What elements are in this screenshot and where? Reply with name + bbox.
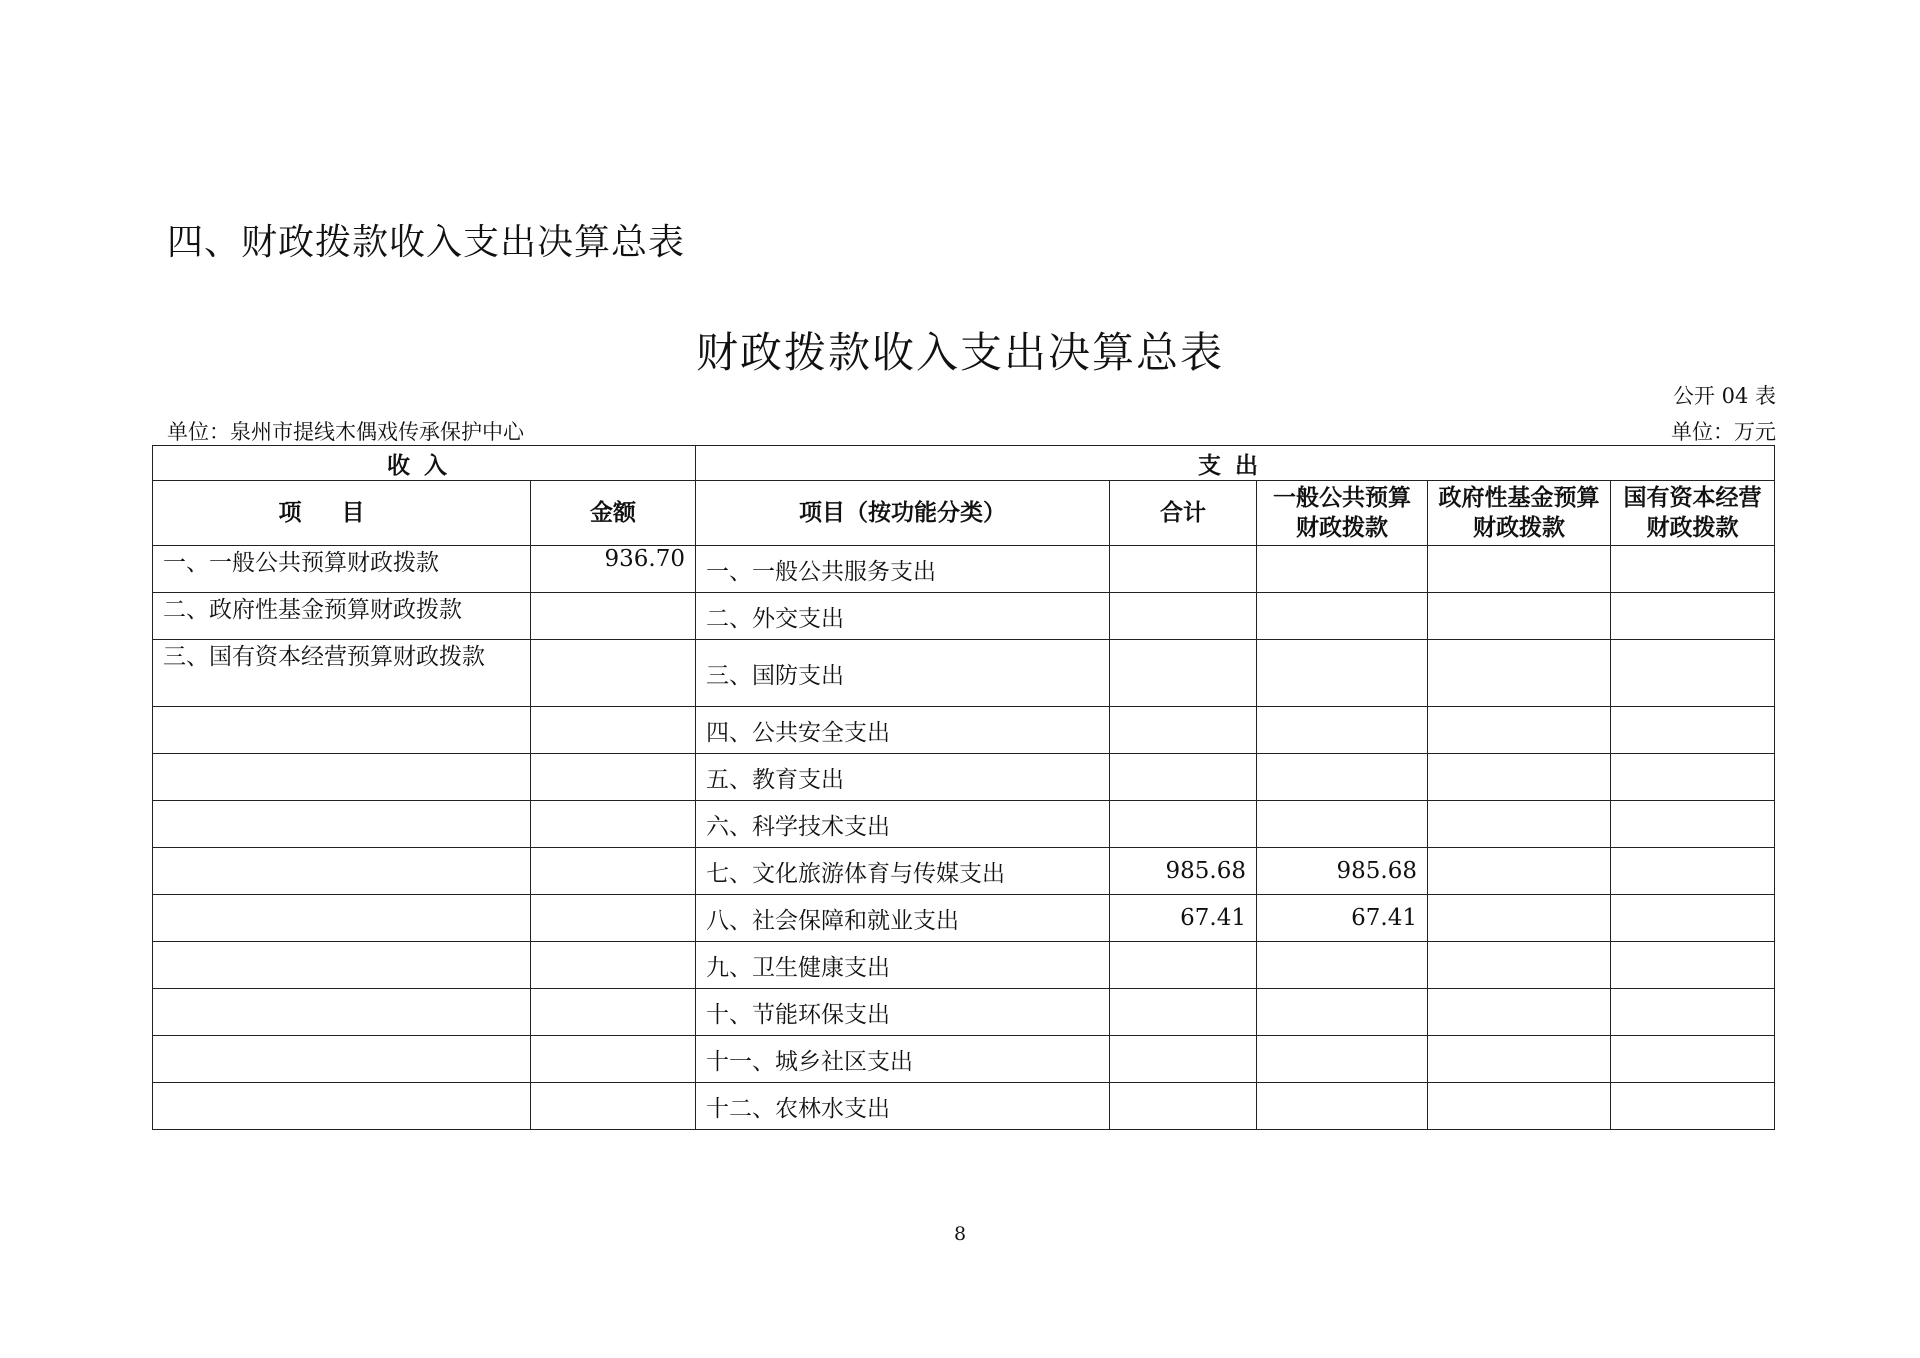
gov-fund-cell [1428, 989, 1611, 1036]
state-capital-cell [1611, 801, 1775, 848]
expense-item-cell: 九、卫生健康支出 [696, 942, 1110, 989]
table-row [153, 593, 1775, 640]
general-public-cell [1257, 1036, 1428, 1083]
expense-item-header: 项目（按功能分类） [696, 481, 1110, 546]
table-row [153, 848, 1775, 895]
income-item-cell [153, 707, 531, 754]
income-amount-cell [531, 754, 696, 801]
income-item-cell [153, 754, 531, 801]
gov-fund-cell [1428, 895, 1611, 942]
table-row [153, 707, 1775, 754]
total-cell [1110, 640, 1257, 707]
expense-item-cell: 十一、城乡社区支出 [696, 1036, 1110, 1083]
income-amount-cell [531, 707, 696, 754]
total-header: 合计 [1110, 481, 1257, 546]
income-amount-cell [531, 895, 696, 942]
general-public-cell [1257, 640, 1428, 707]
reporting-unit: 单位：泉州市提线木偶戏传承保护中心 [167, 420, 524, 444]
total-cell: 985.68 [1110, 848, 1257, 895]
income-amount-header: 金额 [531, 481, 696, 546]
expense-band-label: 支出 [1198, 452, 1272, 479]
state-capital-cell [1611, 707, 1775, 754]
currency-unit: 单位：万元 [1671, 420, 1776, 444]
general-public-header: 一般公共预算财政拨款 [1257, 481, 1428, 546]
expense-item-cell: 三、国防支出 [696, 640, 1110, 707]
income-amount-cell: 936.70 [531, 546, 696, 593]
income-band-header [153, 446, 696, 481]
table-row [153, 942, 1775, 989]
total-cell [1110, 593, 1257, 640]
general-public-cell [1257, 989, 1428, 1036]
gov-fund-cell [1428, 801, 1611, 848]
income-amount-cell [531, 593, 696, 640]
state-capital-cell [1611, 895, 1775, 942]
state-capital-cell [1611, 640, 1775, 707]
expense-item-cell: 六、科学技术支出 [696, 801, 1110, 848]
income-band-label: 收入 [387, 452, 461, 479]
income-item-cell: 三、国有资本经营预算财政拨款 [153, 640, 531, 707]
table-row [153, 640, 1775, 707]
expense-item-cell: 五、教育支出 [696, 754, 1110, 801]
budget-table [152, 445, 1775, 1130]
total-cell [1110, 707, 1257, 754]
state-capital-cell [1611, 989, 1775, 1036]
total-cell [1110, 754, 1257, 801]
state-capital-cell [1611, 593, 1775, 640]
income-item-cell [153, 801, 531, 848]
income-item-header [153, 481, 531, 546]
income-item-cell [153, 848, 531, 895]
table-row [153, 1036, 1775, 1083]
income-amount-cell [531, 989, 696, 1036]
general-public-cell [1257, 546, 1428, 593]
expense-item-cell: 十、节能环保支出 [696, 989, 1110, 1036]
income-item-cell [153, 1036, 531, 1083]
general-public-cell [1257, 1083, 1428, 1130]
table-row [153, 989, 1775, 1036]
table-row [153, 801, 1775, 848]
gov-fund-cell [1428, 754, 1611, 801]
general-public-cell [1257, 801, 1428, 848]
total-cell [1110, 989, 1257, 1036]
general-public-cell: 67.41 [1257, 895, 1428, 942]
income-item-cell [153, 895, 531, 942]
general-public-cell [1257, 707, 1428, 754]
general-public-cell [1257, 593, 1428, 640]
income-amount-cell [531, 1036, 696, 1083]
income-item-cell: 二、政府性基金预算财政拨款 [153, 593, 531, 640]
gov-fund-cell [1428, 593, 1611, 640]
income-item-cell [153, 989, 531, 1036]
gov-fund-cell [1428, 848, 1611, 895]
total-cell [1110, 546, 1257, 593]
total-cell [1110, 1083, 1257, 1130]
income-amount-cell [531, 1083, 696, 1130]
general-public-cell: 985.68 [1257, 848, 1428, 895]
expense-item-cell: 十二、农林水支出 [696, 1083, 1110, 1130]
total-cell [1110, 942, 1257, 989]
gov-fund-cell [1428, 640, 1611, 707]
expense-item-cell: 八、社会保障和就业支出 [696, 895, 1110, 942]
income-amount-cell [531, 801, 696, 848]
gov-fund-cell [1428, 546, 1611, 593]
table-body [153, 546, 1775, 1130]
income-amount-cell [531, 848, 696, 895]
income-amount-cell [531, 942, 696, 989]
state-capital-cell [1611, 848, 1775, 895]
page-number: 8 [953, 1223, 967, 1245]
column-header-row [153, 481, 1775, 546]
state-capital-cell [1611, 1036, 1775, 1083]
income-amount-cell [531, 640, 696, 707]
table-row [153, 1083, 1775, 1130]
income-item-header-label: 项目 [278, 500, 405, 526]
state-capital-cell [1611, 942, 1775, 989]
gov-fund-cell [1428, 1083, 1611, 1130]
state-capital-cell [1611, 754, 1775, 801]
general-public-cell [1257, 942, 1428, 989]
form-number: 公开 04 表 [1672, 384, 1776, 408]
state-capital-header: 国有资本经营财政拨款 [1611, 481, 1775, 546]
gov-fund-cell [1428, 942, 1611, 989]
general-public-cell [1257, 754, 1428, 801]
gov-fund-cell [1428, 1036, 1611, 1083]
gov-fund-header: 政府性基金预算财政拨款 [1428, 481, 1611, 546]
table-row [153, 546, 1775, 593]
state-capital-cell [1611, 546, 1775, 593]
expense-item-cell: 七、文化旅游体育与传媒支出 [696, 848, 1110, 895]
gov-fund-cell [1428, 707, 1611, 754]
income-item-cell [153, 942, 531, 989]
section-heading: 四、财政拨款收入支出决算总表 [167, 222, 686, 263]
income-item-cell: 一、一般公共预算财政拨款 [153, 546, 531, 593]
state-capital-cell [1611, 1083, 1775, 1130]
total-cell: 67.41 [1110, 895, 1257, 942]
income-item-cell [153, 1083, 531, 1130]
table-title: 财政拨款收入支出决算总表 [695, 328, 1224, 377]
expense-item-cell: 二、外交支出 [696, 593, 1110, 640]
expense-item-cell: 四、公共安全支出 [696, 707, 1110, 754]
expense-band-header [696, 446, 1775, 481]
expense-item-cell: 一、一般公共服务支出 [696, 546, 1110, 593]
table-row [153, 895, 1775, 942]
band-header-row [153, 446, 1775, 481]
table-row [153, 754, 1775, 801]
total-cell [1110, 801, 1257, 848]
total-cell [1110, 1036, 1257, 1083]
